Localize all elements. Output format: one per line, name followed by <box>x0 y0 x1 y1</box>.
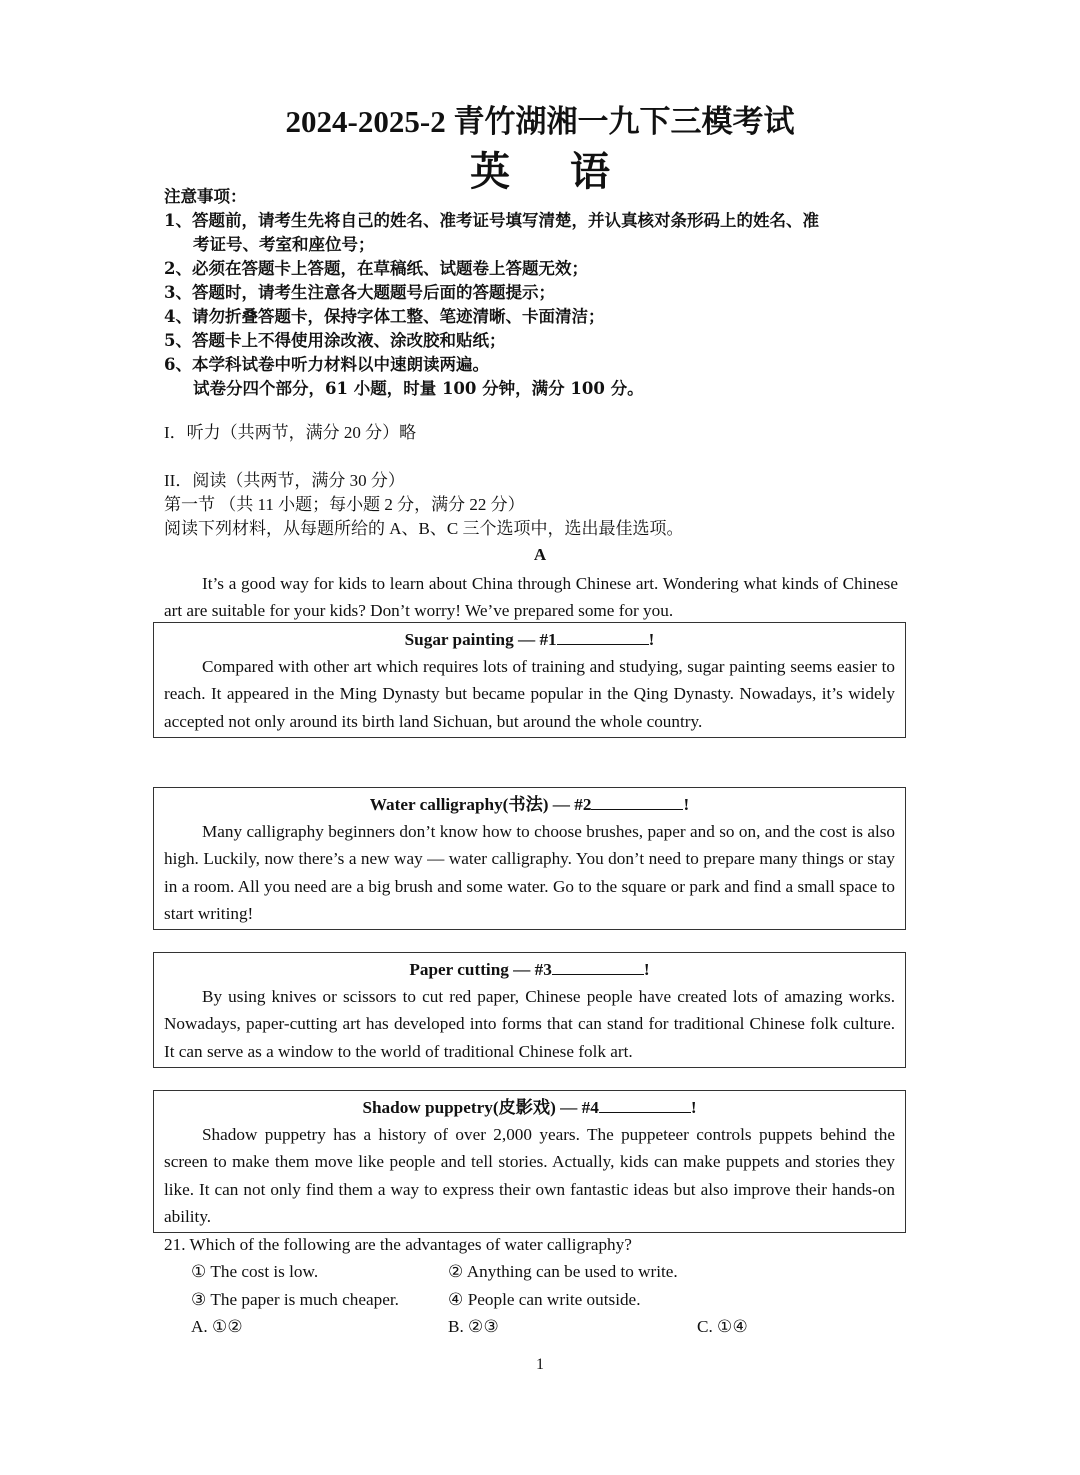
answer-blank[interactable] <box>557 627 649 645</box>
box-title-end: ! <box>683 795 690 814</box>
box-text: Many calligraphy beginners don’t know how to choose brushes, paper and so on, and the cost is also high. Luckily, now there’s a new way — water calligraphy. You don’t need to prepare many things or stay in a room. All you need are a big brush and some water. Go to the square or park and find a small space to start writing! <box>164 822 895 923</box>
notes-item: 3、答题时，请考生注意各大题题号后面的答题提示； <box>164 283 555 302</box>
intro-text: It’s a good way for kids to learn about China through Chinese art. Wondering what kinds of Chinese art are suitable for your kids? Don’t worry! We’ve prepared some for you. <box>164 574 898 621</box>
notes-item: 6、本学科试卷中听力材料以中速朗读两遍。 <box>164 355 489 374</box>
subject-title: 英语 <box>470 148 670 195</box>
box-title-end: ! <box>690 1098 697 1117</box>
notes-item: 4、请勿折叠答题卡，保持字体工整、笔迹清晰、卡面清洁； <box>164 307 605 326</box>
box-title-text: Water calligraphy(书法) — #2 <box>369 795 592 814</box>
art-box-sugar-painting <box>153 622 906 738</box>
notes-item: 2、必须在答题卡上答题，在草稿纸、试题卷上答题无效； <box>164 259 588 278</box>
box-title-text: Shadow puppetry(皮影戏) — #4 <box>362 1098 599 1117</box>
notes-item: 试卷分四个部分，61 小题，时量 100 分钟，满分 100 分。 <box>193 379 644 398</box>
section-reading: II．阅读（共两节，满分 30 分） <box>164 471 405 490</box>
box-title <box>164 1095 895 1121</box>
box-title-text: Paper cutting — #3 <box>409 960 552 979</box>
notes-heading: 注意事项： <box>164 187 247 206</box>
passage-label: A <box>533 545 547 564</box>
notes-item: 考证号、考室和座位号； <box>193 235 375 254</box>
section-instruction: 阅读下列材料，从每题所给的 A、B、C 三个选项中，选出最佳选项。 <box>164 519 684 538</box>
box-title <box>164 627 895 653</box>
notes-block <box>164 185 924 401</box>
section-part1: 第一节 （共 11 小题；每小题 2 分，满分 22 分） <box>164 495 525 514</box>
statement-2: ② Anything can be used to write. <box>448 1262 678 1281</box>
question-21-stem: 21. Which of the following are the advantages of water calligraphy? <box>164 1235 632 1254</box>
notes-item: 5、答题卡上不得使用涂改液、涂改胶和贴纸； <box>164 331 506 350</box>
section-listening: I．听力（共两节，满分 20 分）略 <box>164 423 417 442</box>
box-title <box>164 792 895 818</box>
art-box-shadow-puppetry <box>153 1090 906 1233</box>
notes-item: 1、答题前，请考生先将自己的姓名、准考证号填写清楚，并认真核对条形码上的姓名、准 <box>164 211 819 230</box>
answer-blank[interactable] <box>552 957 644 975</box>
box-text: Compared with other art which requires lots of training and studying, sugar painting seems easier to reach. It appeared in the Ming Dynasty but became popular in the Qing Dynasty. Nowadays, it’s widely accepted not only around its birth land Sichuan, but around the whole country. <box>164 657 895 731</box>
option-b[interactable]: B. ②③ <box>448 1317 499 1336</box>
box-title-end: ! <box>643 960 650 979</box>
exam-title: 2024-2025-2 青竹湖湘一九下三模考试 <box>285 104 795 139</box>
statement-1: ① The cost is low. <box>191 1262 319 1281</box>
statement-3: ③ The paper is much cheaper. <box>191 1290 399 1309</box>
answer-blank[interactable] <box>591 792 683 810</box>
box-text: By using knives or scissors to cut red paper, Chinese people have created lots of amazing works. Nowadays, paper-cutting art has developed into forms that can stand for traditional Chinese folk culture. It can serve as a window to the world of traditional Chinese folk art. <box>164 987 895 1061</box>
art-box-paper-cutting <box>153 952 906 1068</box>
statement-4: ④ People can write outside. <box>448 1290 641 1309</box>
art-box-water-calligraphy <box>153 787 906 930</box>
box-title-end: ! <box>648 630 655 649</box>
option-c[interactable]: C. ①④ <box>697 1317 748 1336</box>
option-a[interactable]: A. ①② <box>191 1317 243 1336</box>
box-text: Shadow puppetry has a history of over 2,000 years. The puppeteer controls puppets behind the screen to make them move like people and tell stories. Actually, kids can make puppets and stories they like. It can not only find them a way to express their own fantastic ideas but also improve their hands-on ability. <box>164 1125 895 1226</box>
box-title-text: Sugar painting — #1 <box>404 630 557 649</box>
answer-blank[interactable] <box>599 1095 691 1113</box>
intro-paragraph <box>164 570 898 625</box>
box-title <box>164 957 895 983</box>
page-number: 1 <box>536 1356 544 1373</box>
